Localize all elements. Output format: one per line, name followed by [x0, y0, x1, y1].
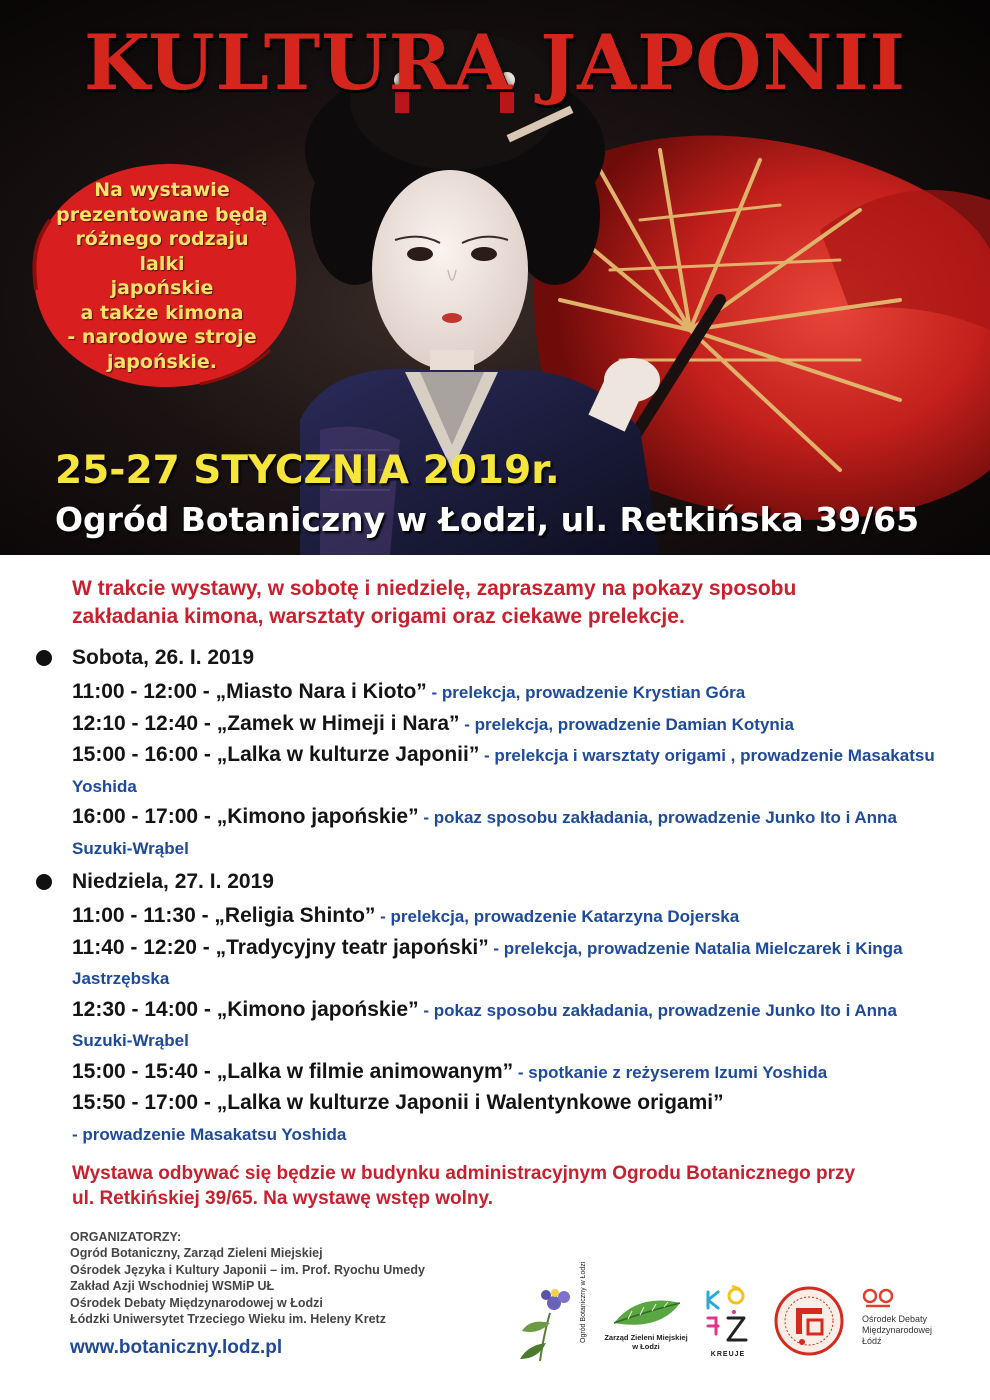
info-text: [52, 178, 272, 374]
info-line: prezentowane będą: [56, 203, 268, 226]
odm-logo: [860, 1286, 956, 1362]
day-heading-label: Sobota, 26. I. 2019: [72, 646, 255, 669]
info-line: Na wystawie: [94, 179, 230, 201]
entry-time: 16:00 - 17:00: [72, 805, 199, 828]
entry-title: - „Kimono japońskie”: [198, 997, 419, 1021]
intro-line: zakładania kimona, warsztaty origami oraz ciekawe prelekcje.: [72, 605, 685, 628]
day-heading: [36, 643, 956, 677]
footer-note: [72, 1162, 932, 1211]
lodz-glyph-icon: [700, 1284, 756, 1350]
entry-title: - „Religia Shinto”: [195, 904, 376, 927]
entry-desc: - prelekcja, prowadzenie Damian Kotynia: [459, 714, 794, 734]
schedule-saturday: [36, 643, 956, 864]
odm-logo-line: Ośrodek Debaty: [862, 1314, 928, 1324]
entry-time: 11:00 - 12:00: [72, 680, 197, 703]
organizer-item: Ogród Botaniczny, Zarząd Zieleni Miejskiej: [70, 1246, 323, 1260]
entry-title: - „Lalka w kulturze Japonii i Walentynkowe origami”: [198, 1091, 724, 1114]
entry-time: 11:40 - 12:20: [72, 935, 197, 959]
organizer-item: Ośrodek Języka i Kultury Japonii – im. Prof. Ryochu Umedy: [70, 1262, 425, 1277]
entry-desc: - spotkanie z reżyserem Izumi Yoshida: [513, 1062, 828, 1082]
odm-logo-line: Międzynarodowej: [862, 1325, 933, 1335]
entry-desc: - prelekcja i warsztaty origami , prowadzenie Masakatsu Yoshida: [72, 746, 935, 796]
entry-time: 11:00 - 11:30: [72, 904, 196, 927]
bullet-icon: [36, 874, 52, 890]
entry-title: - „Lalka w kulturze Japonii”: [198, 743, 480, 766]
info-line: japońskie.: [106, 350, 218, 373]
info-line: japońskie: [110, 277, 214, 299]
odm-logo-label: [862, 1314, 958, 1347]
entry-time: 12:30 - 14:00: [72, 997, 199, 1021]
schedule-entry: [36, 802, 956, 864]
info-line: - narodowe stroje: [67, 326, 257, 348]
seal-icon: [772, 1284, 846, 1358]
entry-time: 15:50 - 17:00: [72, 1091, 199, 1114]
organizer-item: Zakład Azji Wschodniej WSMiP UŁ: [70, 1279, 275, 1293]
bullet-icon: [36, 650, 52, 666]
zzm-logo-line: Zarząd Zieleni Miejskiej: [604, 1333, 688, 1342]
entry-title: - „Zamek w Himeji i Nara”: [198, 711, 460, 735]
schedule-entry: [36, 901, 956, 933]
entry-time: 12:10 - 12:40: [72, 711, 199, 735]
zzm-logo: [604, 1293, 688, 1357]
day-heading-label: Niedziela, 27. I. 2019: [72, 870, 274, 893]
japan-center-seal: [772, 1284, 846, 1358]
hero-banner: [0, 0, 990, 555]
odm-rings-icon: [860, 1286, 910, 1312]
schedule-entry: [36, 709, 956, 741]
entry-time: 15:00 - 16:00: [72, 743, 199, 766]
schedule-entry: [36, 995, 956, 1057]
zzm-logo-label: [604, 1333, 688, 1351]
organizer-item: Ośrodek Debaty Międzynarodowej w Łodzi: [70, 1295, 323, 1310]
entry-time: 15:00 - 15:40: [72, 1059, 199, 1083]
schedule-entry: [36, 1057, 956, 1089]
schedule-entry: [36, 677, 956, 709]
entry-title: - „Kimono japońskie”: [198, 805, 419, 828]
botanic-garden-logo: [510, 1261, 602, 1365]
schedule-sunday: [36, 867, 956, 1150]
info-line: a także kimona: [80, 301, 244, 324]
leaf-icon: [608, 1293, 684, 1331]
schedule-entry: [36, 1088, 956, 1150]
entry-desc: - pokaz sposobu zakładania, prowadzenie Junko Ito i Anna Suzuki-Wrąbel: [72, 808, 897, 858]
page-title: KULTURA JAPONII: [83, 18, 907, 107]
organizers-block: [70, 1229, 470, 1328]
entry-title: - „Tradycyjny teatr japoński”: [196, 935, 489, 959]
day-heading: [36, 867, 956, 901]
zzm-logo-line: w Łodzi: [632, 1342, 660, 1351]
entry-desc: - prelekcja, prowadzenie Katarzyna Dojerska: [375, 907, 740, 926]
entry-desc: - pokaz sposobu zakładania, prowadzenie Junko Ito i Anna Suzuki-Wrąbel: [72, 1000, 897, 1050]
botanic-garden-logo-label: Ogród Botaniczny w Łodzi: [580, 1261, 587, 1343]
event-date: 25-27 STYCZNIA 2019r.: [55, 448, 560, 493]
intro-text: [72, 575, 932, 631]
entry-title: - „Miasto Nara i Kioto”: [196, 680, 427, 703]
entry-desc: - prelekcja, prowadzenie Krystian Góra: [426, 683, 746, 702]
footer-note-line: Wystawa odbywać się będzie w budynku administracyjnym Ogrodu Botanicznego przy: [72, 1163, 856, 1184]
organizers-title: ORGANIZATORZY:: [70, 1230, 182, 1244]
footer-note-line: ul. Retkińskiej 39/65. Na wystawę wstęp wolny.: [72, 1187, 493, 1209]
schedule-entry: [36, 740, 956, 802]
entry-title: - „Lalka w filmie animowanym”: [198, 1059, 514, 1083]
entry-desc: - prelekcja, prowadzenie Natalia Mielczarek i Kinga Jastrzębska: [72, 938, 903, 988]
schedule-entry: [36, 933, 956, 995]
intro-line: W trakcie wystawy, w sobotę i niedzielę, zapraszamy na pokazy sposobu: [72, 577, 797, 600]
entry-desc: - prowadzenie Masakatsu Yoshida: [72, 1124, 347, 1144]
website-link[interactable]: www.botaniczny.lodz.pl: [70, 1337, 283, 1358]
event-venue: Ogród Botaniczny w Łodzi, ul. Retkińska 39/65: [55, 500, 920, 539]
flower-icon: [510, 1283, 602, 1365]
lodz-kreuje-logo: [700, 1284, 756, 1364]
info-line: różnego rodzaju lalki: [75, 228, 249, 275]
odm-logo-line: Łódź: [862, 1336, 882, 1346]
lodz-kreuje-label: KREUJE: [710, 1351, 746, 1358]
organizer-item: Łódzki Uniwersytet Trzeciego Wieku im. Heleny Kretz: [70, 1312, 386, 1326]
